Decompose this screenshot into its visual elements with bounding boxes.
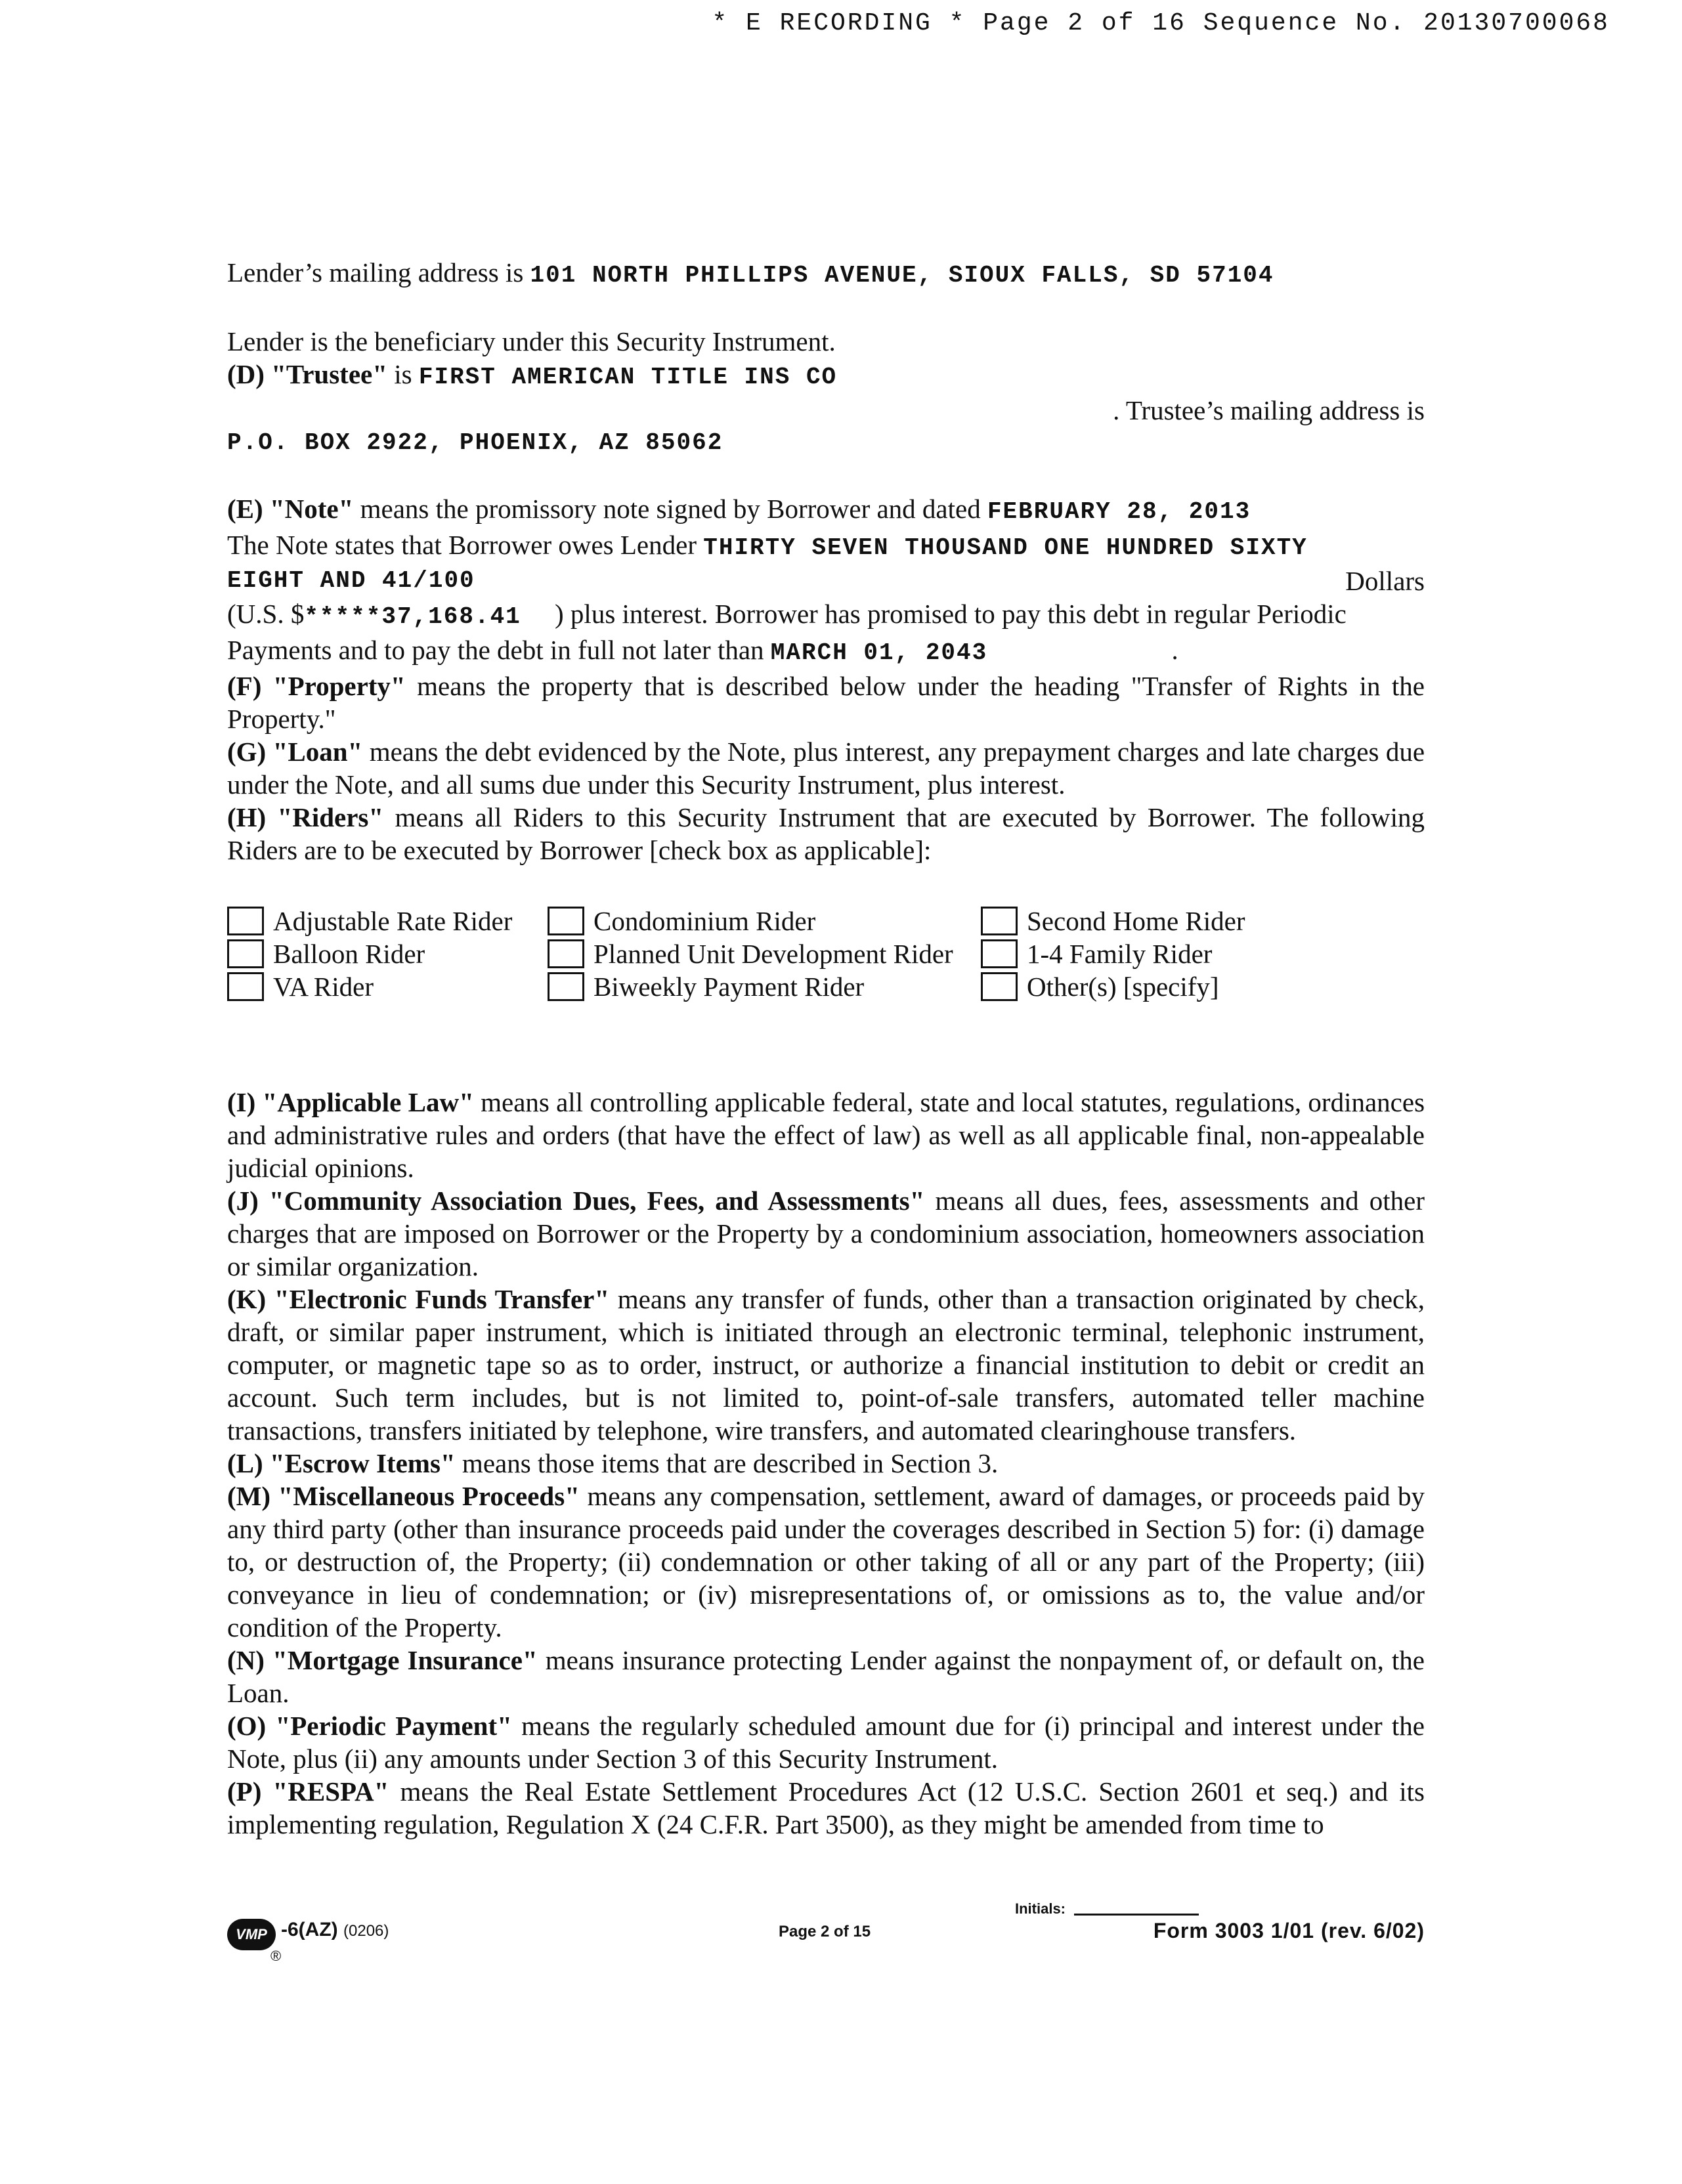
riders-checklist [227,905,1425,1003]
rider-option[interactable] [981,937,1270,970]
rider-option[interactable] [227,937,548,970]
definition-item [227,670,1425,735]
rider-checkbox[interactable] [981,907,1018,935]
rider-label: Adjustable Rate Rider [273,906,513,936]
definition-item [227,1283,1425,1447]
rider-label: VA Rider [273,972,374,1002]
definition-term: (H) "Riders" [227,802,384,832]
definition-term: (K) "Electronic Funds Transfer" [227,1284,610,1314]
lender-mailing-line [227,256,1425,292]
definition-text: means insurance protecting Lender against the nonpayment of, or default on, the Loan. [227,1645,1425,1708]
note-owes-text: The Note states that Borrower owes Lender [227,530,697,560]
note-owes-line [227,528,1425,565]
note-period: . [1171,635,1178,665]
trustee-term: (D) "Trustee" [227,359,387,389]
rider-option[interactable] [548,937,981,970]
definition-term: (O) "Periodic Payment" [227,1711,512,1741]
footer-page-number: Page 2 of 15 [779,1923,871,1940]
note-date: FEBRUARY 28, 2013 [987,498,1251,525]
trustee-line [227,358,1425,394]
note-amount-line [227,597,1425,633]
form-number: Form 3003 1/01 (rev. 6/02) [1153,1919,1425,1942]
definition-term: (F) "Property" [227,671,406,701]
initials-field[interactable] [1074,1914,1199,1916]
definition-text: means all dues, fees, assessments and other charges that are imposed on Borrower or the Property by a condominium association, homeowners association or similar organization. [227,1186,1425,1281]
definition-text: means all Riders to this Security Instrument that are executed by Borrower. The following Riders are to be executed by Borrower [check box as applicable]: [227,802,1425,865]
definition-text: means all controlling applicable federal, state and local statutes, regulations, ordinances and administrative rules and orders (that have the effect of law) as well as all applicable final, non-appealable judicial opinions. [227,1087,1425,1183]
definition-item [227,1184,1425,1283]
rider-label: Condominium Rider [593,906,816,936]
definition-text: means those items that are described in Section 3. [462,1448,999,1478]
definition-text: means the property that is described below under the heading "Transfer of Rights in the Property." [227,671,1425,734]
definition-item [227,801,1425,867]
definition-item [227,1775,1425,1841]
definition-item [227,1480,1425,1644]
definition-item [227,1086,1425,1184]
note-text: means the promissory note signed by Borrower and dated [360,494,981,524]
rider-option[interactable] [548,970,981,1003]
note-maturity-line [227,633,1425,670]
definition-item [227,1709,1425,1775]
definition-text: means the regularly scheduled amount due for (i) principal and interest under the Note, plus (ii) any amounts under Section 3 of this Security Instrument. [227,1711,1425,1774]
lender-beneficiary-text: Lender is the beneficiary under this Security Instrument. [227,326,836,356]
definition-item [227,735,1425,801]
definition-text: means any transfer of funds, other than a transaction originated by check, draft, or similar paper instrument, which is initiated through an electronic terminal, telephonic instrument, computer, or magnetic tape so as to order, instruct, or authorize a financial institution to debit or credit an account. Such term includes, but is not limited to, point-of-sale transfers, automated teller machine transactions, transfers initiated by telephone, wire transfers, and automated clearinghouse transfers. [227,1284,1425,1445]
lender-mailing-prefix: Lender’s mailing address is [227,257,524,288]
definition-item [227,1644,1425,1709]
definition-term: (J) "Community Association Dues, Fees, and Assessments" [227,1186,925,1216]
rider-label: Planned Unit Development Rider [593,939,953,969]
definition-text: means the Real Estate Settlement Procedures Act (12 U.S.C. Section 2601 et seq.) and its implementing regulation, Regulation X (24 C.F.R. Part 3500), as they might be amended from time to [227,1776,1425,1839]
rider-option[interactable] [227,970,548,1003]
document-body [227,256,1425,1841]
rider-checkbox[interactable] [548,939,584,968]
trustee-is: is [394,359,412,389]
definition-item [227,1447,1425,1480]
note-payments-text: Payments and to pay the debt in full not later than [227,635,764,665]
initials-label: Initials: [1015,1900,1066,1917]
rider-checkbox[interactable] [227,972,264,1001]
trustee-name: FIRST AMERICAN TITLE INS CO [418,364,838,391]
note-amount: *****37,168.41 [304,603,521,630]
note-amount-words-1: THIRTY SEVEN THOUSAND ONE HUNDRED SIXTY [703,534,1308,561]
lender-mailing-address: 101 NORTH PHILLIPS AVENUE, SIOUX FALLS, SD 57104 [530,262,1274,289]
trustee-mailing-suffix: . Trustee’s mailing address is [1113,395,1425,425]
rider-option[interactable] [548,905,981,937]
definition-text: means any compensation, settlement, award of damages, or proceeds paid by any third party (other than insurance proceeds paid under the coverages described in Section 5) for: (i) damage to, or destruction of, the Property; (ii) condemnation or other taking of all or any part of the Property; (iii) conveyance in lieu of condemnation; or (iv) misrepresentations of, or omissions as to, the value and/or condition of the Property. [227,1481,1425,1642]
form-code: -6(AZ) (0206) [281,1919,389,1940]
note-amount-words-2: EIGHT AND 41/100 [227,567,475,594]
rider-label: Biweekly Payment Rider [593,972,865,1002]
note-maturity-date: MARCH 01, 2043 [770,639,988,666]
rider-label: Second Home Rider [1027,906,1245,936]
rider-label: Balloon Rider [273,939,425,969]
definition-term: (M) "Miscellaneous Proceeds" [227,1481,580,1511]
note-dollars: Dollars [1345,566,1425,596]
rider-checkbox[interactable] [227,907,264,935]
rider-label: 1-4 Family Rider [1027,939,1213,969]
definition-term: (G) "Loan" [227,737,363,767]
vmp-logo: VMP [227,1919,276,1950]
rider-option[interactable] [981,905,1270,937]
definition-term: (N) "Mortgage Insurance" [227,1645,538,1675]
note-term: (E) "Note" [227,494,354,524]
rider-checkbox[interactable] [981,972,1018,1001]
note-definition-line [227,492,1425,528]
rider-option[interactable] [227,905,548,937]
rider-label: Other(s) [specify] [1027,972,1219,1002]
rider-checkbox[interactable] [548,972,584,1001]
note-us-prefix: (U.S. $ [227,599,305,629]
definition-term: (L) "Escrow Items" [227,1448,456,1478]
recording-header: * E RECORDING * Page 2 of 16 Sequence No. 20130700068 [712,9,1610,37]
definition-text: means the debt evidenced by the Note, plus interest, any prepayment charges and late charges due under the Note, and all sums due under this Security Instrument, plus interest. [227,737,1425,800]
rider-checkbox[interactable] [981,939,1018,968]
registered-mark: ® [270,1948,282,1964]
trustee-address: P.O. BOX 2922, PHOENIX, AZ 85062 [227,429,723,456]
rider-checkbox[interactable] [548,907,584,935]
note-us-suffix: ) plus interest. Borrower has promised to pay this debt in regular Periodic [555,599,1347,629]
definition-term: (P) "RESPA" [227,1776,389,1807]
rider-checkbox[interactable] [227,939,264,968]
note-amount-words-row [227,565,1425,597]
page-footer [227,1900,1425,1979]
rider-option[interactable] [981,970,1270,1003]
definition-term: (I) "Applicable Law" [227,1087,474,1117]
